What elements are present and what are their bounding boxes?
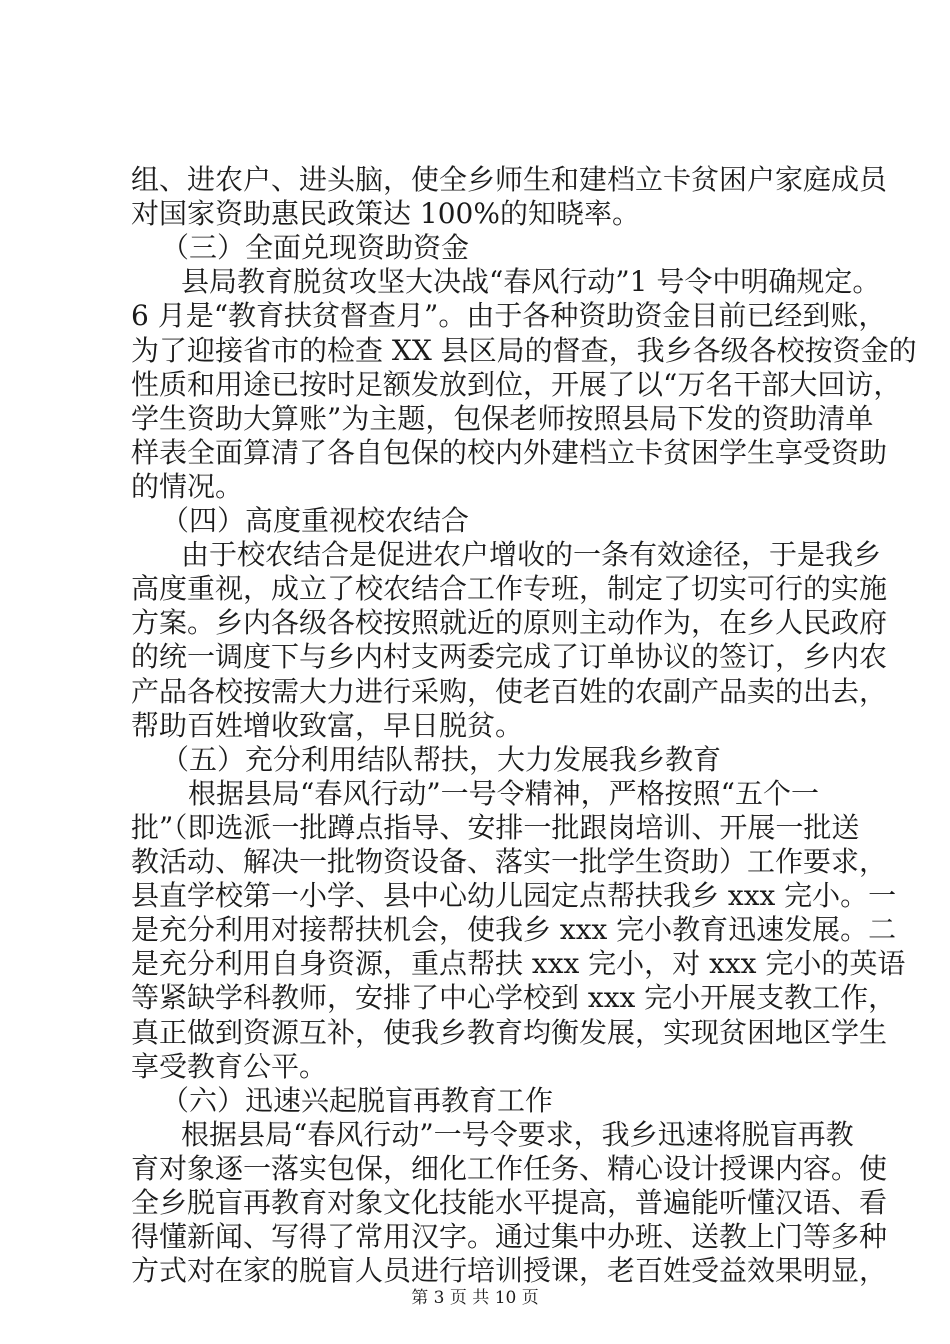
section-heading-text: （六）迅速兴起脱盲再教育工作 [161,1084,554,1117]
text-line-content: 学生资助大算账”为主题，包保老师按照县局下发的资助清单 [131,402,874,435]
text-line-content: 方式对在家的脱盲人员进行培训授课，老百姓受益效果明显， [131,1254,888,1287]
text-line [0,637,950,677]
text-line-content: 县直学校第一小学、县中心幼儿园定点帮扶我乡 xxx 完小。一 [131,879,897,912]
page-number: 第 3 页 共 10 页 [411,1288,539,1308]
text-line-content: 产品各校按需大力进行采购，使老百姓的农副产品卖的出去， [131,675,888,708]
text-line [0,1251,950,1291]
text-line-content: 样表全面算清了各自包保的校内外建档立卡贫困学生享受资助 [131,436,888,469]
text-line-content: 是充分利用对接帮扶机会，使我乡 xxx 完小教育迅速发展。二 [131,913,897,946]
text-line-content: 的统一调度下与乡内村支两委完成了订单协议的签订，乡内农 [131,640,888,673]
text-line-content: 方案。乡内各级各校按照就近的原则主动作为，在乡人民政府 [131,606,888,639]
text-line-content: 性质和用途已按时足额发放到位，开展了以“万名干部大回访， [131,368,902,401]
text-line-content: 教活动、解决一批物资设备、落实一批学生资助）工作要求， [131,845,888,878]
text-line-content: 根据县局“春风行动”一号令精神，严格按照“五个一 [188,777,819,810]
text-line-content: 得懂新闻、写得了常用汉字。通过集中办班、送教上门等多种 [131,1220,888,1253]
text-line-content: 的情况。 [131,470,244,503]
text-line-content: 组、进农户、进头脑，使全乡师生和建档立卡贫困户家庭成员 [131,163,888,196]
text-line-content: 高度重视，成立了校农结合工作专班，制定了切实可行的实施 [131,572,888,605]
section-heading-text: （三）全面兑现资助资金 [161,231,470,264]
text-line-content: 享受教育公平。 [131,1050,328,1083]
text-line-content: 真正做到资源互补，使我乡教育均衡发展，实现贫困地区学生 [131,1016,888,1049]
text-line [0,296,950,336]
text-line-content: 是充分利用自身资源，重点帮扶 xxx 完小，对 xxx 完小的英语 [131,947,906,980]
text-line-content: 由于校农结合是促进农户增收的一条有效途径，于是我乡 [181,538,882,571]
text-line [0,978,950,1018]
text-line-content: 对国家资助惠民政策达 100%的知晓率。 [131,197,640,230]
text-line-content: 县局教育脱贫攻坚大决战“春风行动”1 号令中明确规定。 [181,265,881,298]
text-line-content: 批”（即选派一批蹲点指导、安排一批跟岗培训、开展一批送 [131,811,860,844]
text-line-content: 6 月是“教育扶贫督查月”。由于各种资助资金目前已经到账， [131,299,887,332]
text-line-content: 为了迎接省市的检查 XX 县区局的督查，我乡各级各校按资金的 [131,334,917,367]
page-footer [0,1286,950,1310]
section-heading-text: （四）高度重视校农结合 [161,504,470,537]
section-heading-text: （五）充分利用结队帮扶，大力发展我乡教育 [161,743,722,776]
text-line-content: 等紧缺学科教师，安排了中心学校到 xxx 完小开展支教工作， [131,981,897,1014]
text-line-content: 根据县局“春风行动”一号令要求，我乡迅速将脱盲再教 [181,1118,854,1151]
text-line-content: 全乡脱盲再教育对象文化技能水平提高，普遍能听懂汉语、看 [131,1186,888,1219]
text-line-content: 帮助百姓增收致富，早日脱贫。 [131,709,524,742]
text-line-content: 育对象逐一落实包保，细化工作任务、精心设计授课内容。使 [131,1152,888,1185]
